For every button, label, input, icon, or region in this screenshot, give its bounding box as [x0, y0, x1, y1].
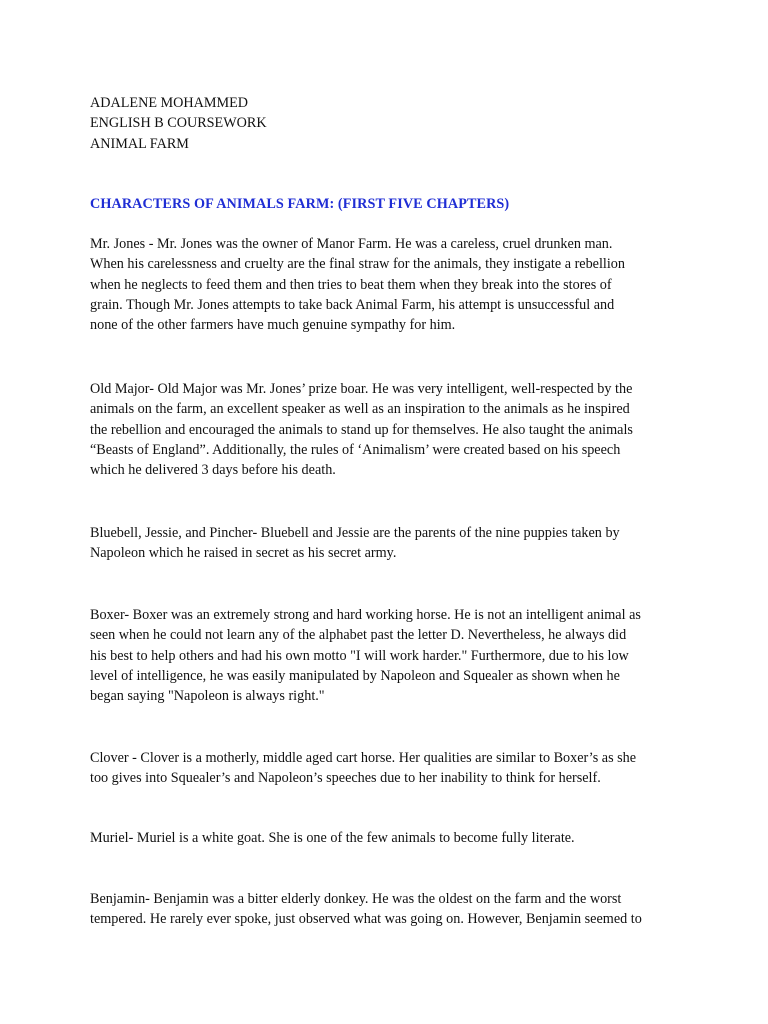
paragraph-line: seen when he could not learn any of the alphabet past the letter D. Nevertheless, he always did: [90, 627, 627, 644]
paragraph-line: Mr. Jones - Mr. Jones was the owner of Manor Farm. He was a careless, cruel drunken man.: [90, 236, 613, 252]
paragraph-line: Napoleon which he raised in secret as his secret army.: [90, 545, 397, 562]
paragraph-old-major: [90, 379, 690, 480]
paragraph-clover: [90, 748, 690, 789]
section-heading: CHARACTERS OF ANIMALS FARM: (FIRST FIVE CHAPTERS): [90, 196, 510, 212]
paragraph-line: Benjamin- Benjamin was a bitter elderly donkey. He was the oldest on the farm and the worst: [90, 891, 622, 907]
paragraph-benjamin: [90, 889, 690, 930]
paragraph-line: none of the other farmers have much genuine sympathy for him.: [90, 317, 456, 334]
paragraph-mr-jones: [90, 234, 690, 335]
paragraph-line: grain. Though Mr. Jones attempts to take back Animal Farm, his attempt is unsuccessful and: [90, 296, 615, 313]
paragraph-line: Bluebell, Jessie, and Pincher- Bluebell and Jessie are the parents of the nine puppies taken by: [90, 525, 620, 541]
paragraph-line: animals on the farm, an excellent speaker as well as an inspiration to the animals as he inspired: [90, 401, 630, 418]
paragraph-line: Muriel- Muriel is a white goat. She is one of the few animals to become fully literate.: [90, 830, 575, 846]
paragraph-line: began saying "Napoleon is always right.": [90, 688, 325, 705]
paragraph-line: Old Major- Old Major was Mr. Jones’ prize boar. He was very intelligent, well-respected by the: [90, 381, 633, 397]
paragraph-line: When his carelessness and cruelty are the final straw for the animals, they instigate a rebellion: [90, 256, 625, 273]
paragraph-line: Boxer- Boxer was an extremely strong and hard working horse. He is not an intelligent animal as: [90, 607, 641, 623]
paragraph-bluebell-jessie-pincher: [90, 523, 690, 564]
paragraph-boxer: [90, 605, 690, 706]
book-title: ANIMAL FARM: [90, 135, 189, 152]
paragraph-line: which he delivered 3 days before his death.: [90, 462, 336, 479]
paragraph-line: Clover - Clover is a motherly, middle aged cart horse. Her qualities are similar to Boxer’s as she: [90, 750, 637, 766]
paragraph-muriel: [90, 828, 690, 848]
paragraph-line: too gives into Squealer’s and Napoleon’s speeches due to her inability to think for herself.: [90, 770, 601, 787]
paragraph-line: level of intelligence, he was easily manipulated by Napoleon and Squealer as shown when he: [90, 667, 620, 684]
course-title: ENGLISH B COURSEWORK: [90, 115, 267, 132]
paragraph-line: tempered. He rarely ever spoke, just observed what was going on. However, Benjamin seemed to: [90, 911, 642, 928]
author-name: ADALENE MOHAMMED: [90, 95, 249, 111]
document-header: [90, 93, 267, 154]
paragraph-line: when he neglects to feed them and then tries to beat them when they break into the stores of: [90, 276, 612, 293]
paragraph-line: the rebellion and encouraged the animals to stand up for themselves. He also taught the animals: [90, 421, 633, 438]
paragraph-line: “Beasts of England”. Additionally, the rules of ‘Animalism’ were created based on his speech: [90, 441, 621, 458]
paragraph-line: his best to help others and had his own motto "I will work harder." Furthermore, due to his low: [90, 647, 629, 664]
